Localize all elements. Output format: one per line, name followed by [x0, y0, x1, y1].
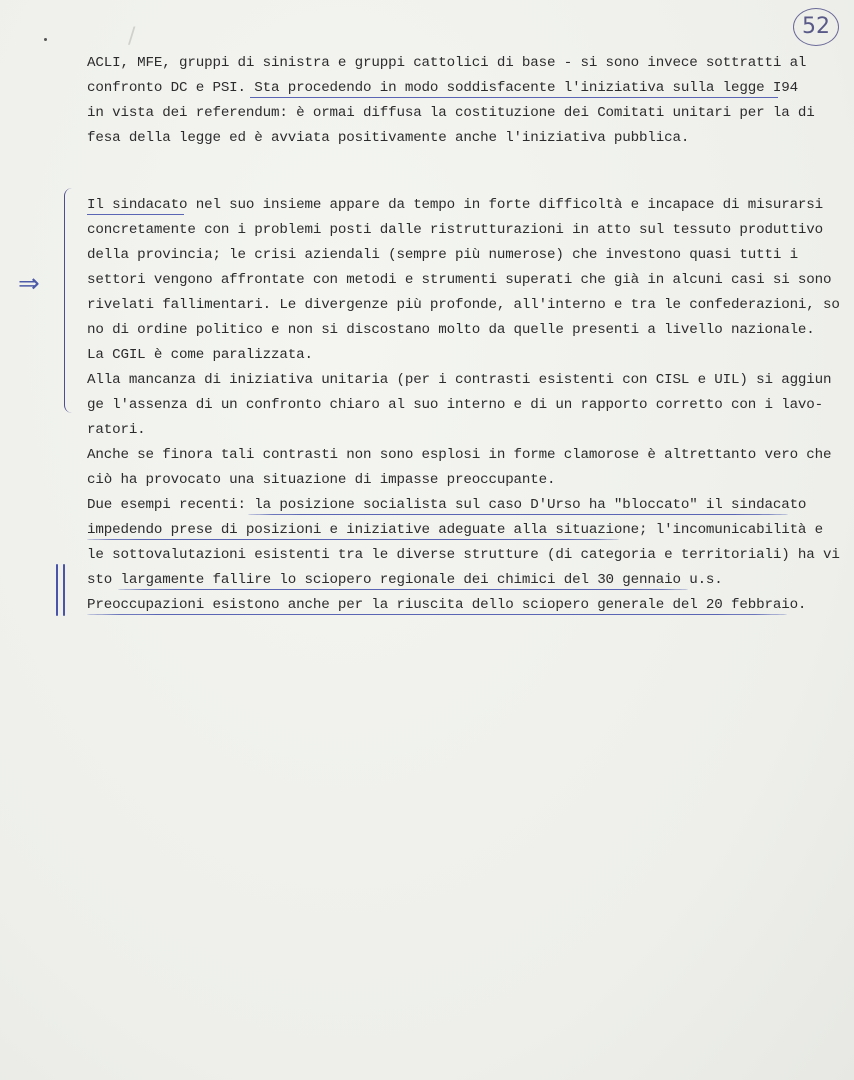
margin-bracket [64, 188, 77, 413]
text-line: Anche se finora tali contrasti non sono esplosi in forme clamorose è altrettanto vero che [87, 447, 832, 463]
handwritten-underline [87, 539, 619, 540]
text-line: concretamente con i problemi posti dalle ristrutturazioni in atto sul tessuto produttivo [87, 222, 824, 238]
text-line: impedendo prese di posizioni e iniziative adeguate alla situazione; l'incomunicabilità e [87, 522, 824, 538]
text-line: settori vengono affrontate con metodi e strumenti superati che già in alcuni casi si sono [87, 272, 832, 288]
text-line: confronto DC e PSI. Sta procedendo in modo soddisfacente l'iniziativa sulla legge I94 [87, 80, 798, 96]
text-line: Il sindacato nel suo insieme appare da tempo in forte difficoltà e incapace di misurarsi [87, 197, 824, 213]
text-line: Due esempi recenti: la posizione socialista sul caso D'Urso ha "bloccato" il sindacato [87, 497, 807, 513]
text-line: fesa della legge ed è avviata positivamente anche l'iniziativa pubblica. [87, 130, 690, 146]
text-line: Alla mancanza di iniziativa unitaria (per i contrasti esistenti con CISL e UIL) si aggiun [87, 372, 832, 388]
ink-speck [44, 38, 47, 41]
handwritten-underline [250, 97, 778, 98]
text-line: in vista dei referendum: è ormai diffusa la costituzione dei Comitati unitari per la di [87, 105, 815, 121]
text-line: sto largamente fallire lo sciopero regionale dei chimici del 30 gennaio u.s. [87, 572, 723, 588]
handwritten-underline [248, 514, 788, 515]
text-line: Preoccupazioni esistono anche per la riuscita dello sciopero generale del 20 febbraio. [87, 597, 807, 613]
text-line: no di ordine politico e non si discostano molto da quelle presenti a livello nazionale. [87, 322, 815, 338]
text-line: ratori. [87, 422, 146, 438]
text-line: della provincia; le crisi aziendali (sempre più numerose) che investono quasi tutti i [87, 247, 798, 263]
margin-double-bar-icon [54, 564, 70, 616]
text-line: ACLI, MFE, gruppi di sinistra e gruppi cattolici di base - si sono invece sottratti al [87, 55, 807, 71]
handwritten-underline [87, 214, 184, 215]
text-line: le sottovalutazioni esistenti tra le diverse strutture (di categoria e territoriali) ha vi [87, 547, 840, 563]
text-line: ciò ha provocato una situazione di impasse preoccupante. [87, 472, 556, 488]
margin-arrow-icon: ⇒ [18, 269, 40, 299]
handwritten-underline [118, 589, 688, 590]
page-number: 52 [802, 14, 830, 39]
text-line: La CGIL è come paralizzata. [87, 347, 313, 363]
text-line: ge l'assenza di un confronto chiaro al suo interno e di un rapporto corretto con i lavo- [87, 397, 824, 413]
text-line: rivelati fallimentari. Le divergenze più profonde, all'interno e tra le confederazioni, so [87, 297, 840, 313]
faint-pencil-mark: / [128, 24, 136, 49]
handwritten-underline [87, 614, 787, 615]
